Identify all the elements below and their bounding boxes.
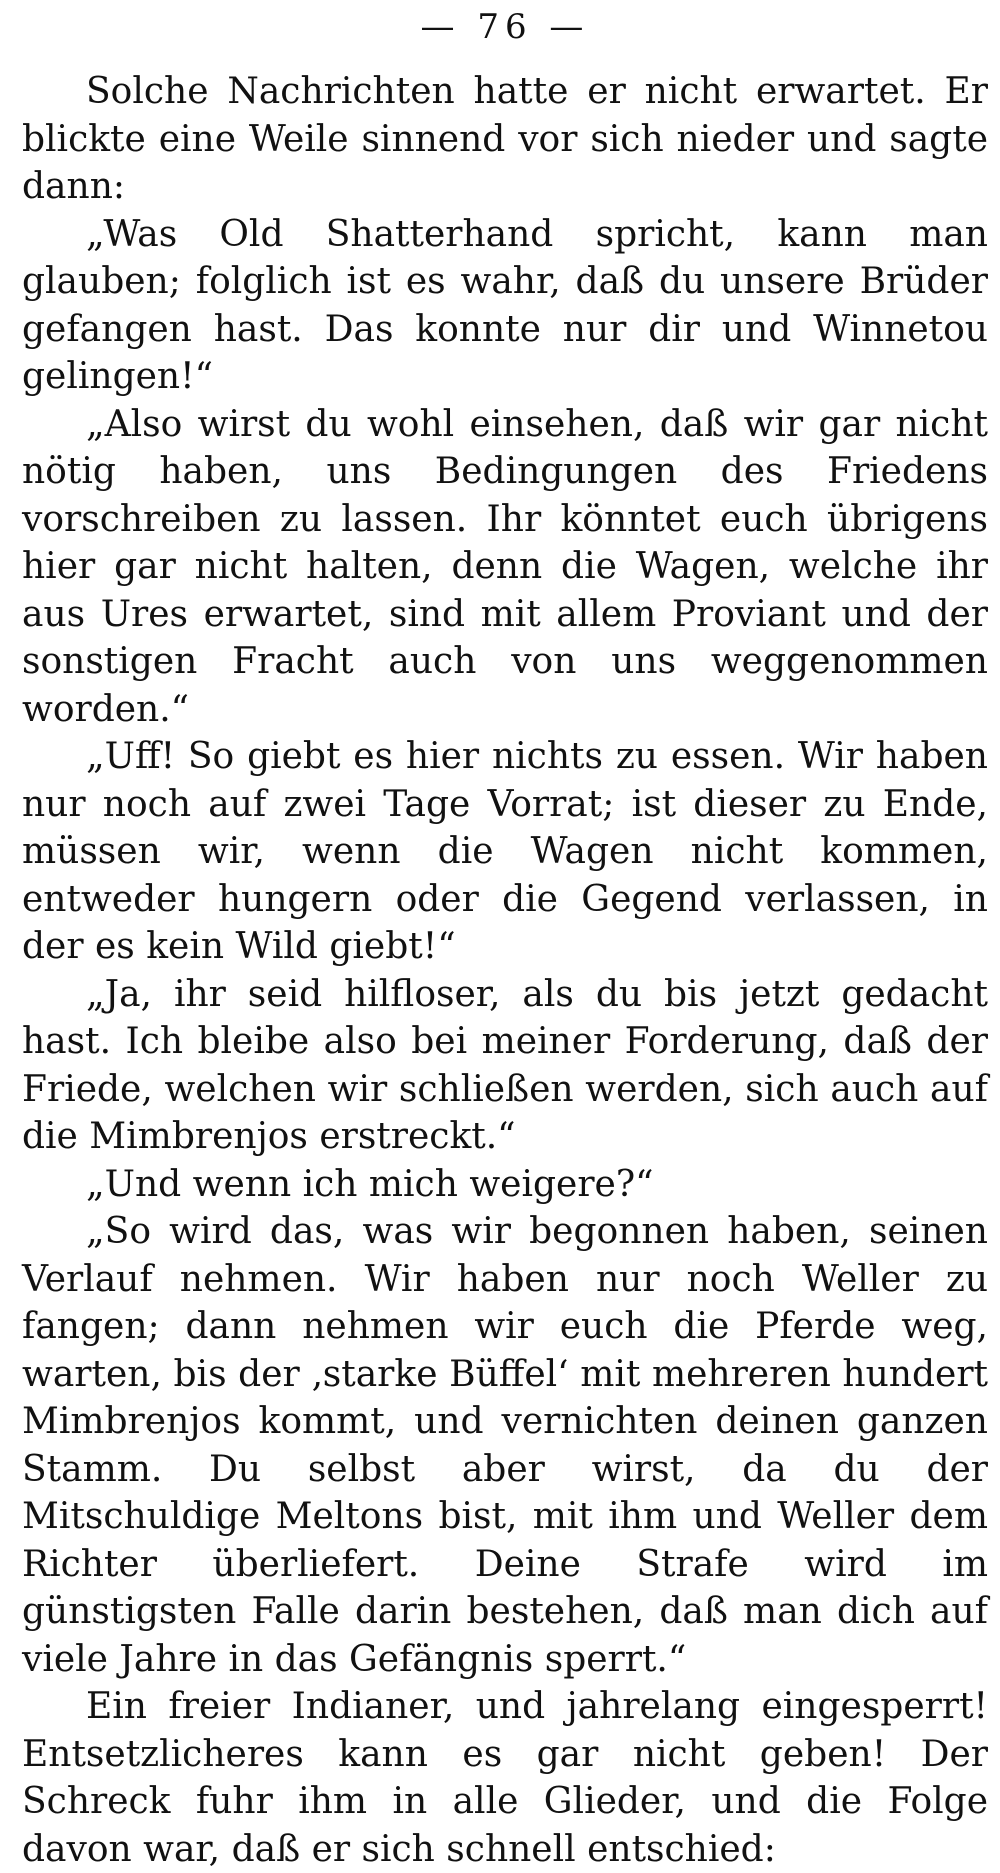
page-number: — 76 — [420,7,590,47]
paragraph-8: Ein freier Indianer, und jahrelang eingesperrt! Entsetzlicheres kann es gar nicht geben! Der Schreck fuhr ihm in alle Glieder, und die Folge davon war, daß er sich schnell entschied: [22,1686,988,1870]
paragraph-1: Solche Nachrichten hatte er nicht erwartet. Er blickte eine Weile sinnend vor sich nieder und sagte dann: [22,71,988,207]
body-text [22,68,988,1873]
paragraph-3: „Also wirst du wohl einsehen, daß wir gar nicht nötig haben, uns Bedingungen des Friedens vorschreiben zu lassen. Ihr könntet euch übrigens hier gar nicht halten, denn die Wagen, welche ihr aus Ures erwartet, sind mit allem Proviant und der sonstigen Fracht auch von uns weggenommen worden.“ [22,403,988,730]
paragraph-5: „Ja, ihr seid hilfloser, als du bis jetzt gedacht hast. Ich bleibe also bei meiner Forderung, daß der Friede, welchen wir schließen werden, sich auch auf die Mimbrenjos erstreckt.“ [22,973,988,1157]
paragraph-2: „Was Old Shatterhand spricht, kann man glauben; folglich ist es wahr, daß du unsere Brüder gefangen hast. Das konnte nur dir und Winnetou gelingen!“ [22,213,988,397]
paragraph-7: „So wird das, was wir begonnen haben, seinen Verlauf nehmen. Wir haben nur noch Weller zu fangen; dann nehmen wir euch die Pferde weg, warten, bis der ‚starke Büffel‘ mit mehreren hundert Mimbrenjos kommt, und vernichten deinen ganzen Stamm. Du selbst aber wirst, da du der Mitschuldige Meltons bist, mit ihm und Weller dem Richter überliefert. Deine Strafe wird im günstigsten Falle darin bestehen, daß man dich auf viele Jahre in das Gefängnis sperrt.“ [22,1211,988,1680]
book-page [22,0,988,1870]
paragraph-4: „Uff! So giebt es hier nichts zu essen. Wir haben nur noch auf zwei Tage Vorrat; ist dieser zu Ende, müssen wir, wenn die Wagen nicht kommen, entweder hungern oder die Gegend verlassen, in der es kein Wild giebt!“ [22,736,988,967]
paragraph-6: „Und wenn ich mich weigere?“ [86,1163,654,1205]
